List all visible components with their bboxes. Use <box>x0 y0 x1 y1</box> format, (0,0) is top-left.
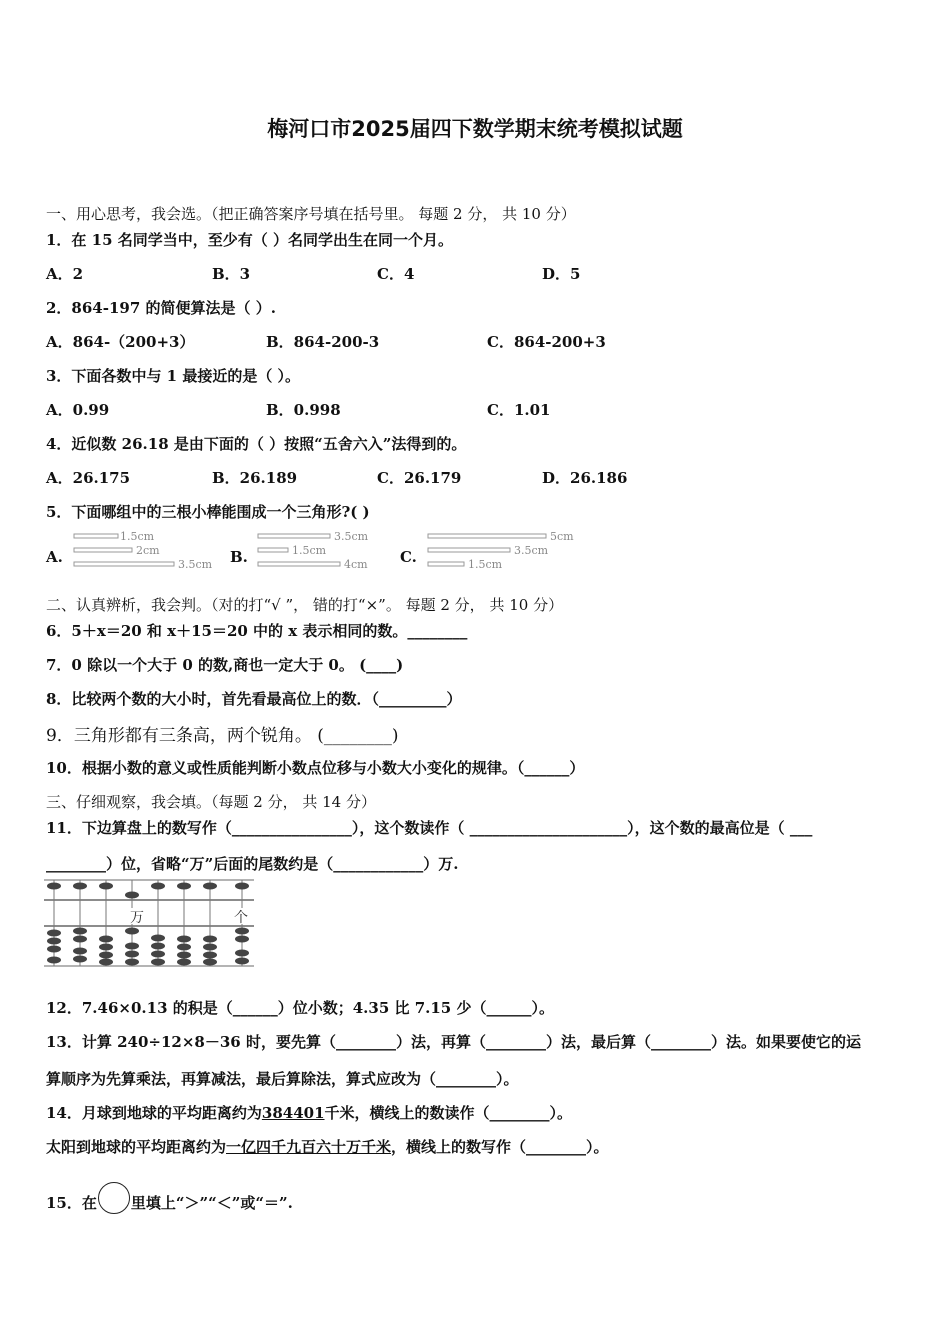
q2-option-a: A．864-（200+3） <box>46 333 195 351</box>
q5-c-stick-1-label: 5cm <box>550 530 574 543</box>
question-9: 9．三角形都有三条高，两个锐角。 (________) <box>46 726 399 746</box>
q5-option-b: B. <box>230 548 248 566</box>
q5-b-stick-1-label: 3.5cm <box>334 530 369 543</box>
q4-option-b: B．26.189 <box>212 469 298 487</box>
q5-c-stick-2-label: 3.5cm <box>514 544 549 557</box>
section-3-header: 三、仔细观察，我会填。（每题 2 分， 共 14 分） <box>46 793 376 811</box>
q2-option-b: B．864-200-3 <box>266 333 380 351</box>
q5-a-stick-1-label: 1.5cm <box>120 530 155 543</box>
q5-a-stick-2-label: 2cm <box>136 544 160 557</box>
question-12: 12．7.46×0.13 的积是（______）位小数；4.35 比 7.15 少（______）。 <box>46 999 554 1017</box>
q5-sticks-b-figure <box>256 530 396 572</box>
q5-a-stick-3-label: 3.5cm <box>178 558 213 571</box>
q1-option-c: C．4 <box>377 265 415 283</box>
q3-option-b: B．0.998 <box>266 401 341 419</box>
q5-option-a: A. <box>46 548 63 566</box>
question-14-line-1 <box>46 1102 572 1123</box>
q3-option-c: C．1.01 <box>487 401 551 419</box>
q5-option-c: C. <box>400 548 417 566</box>
q14-sun-words: 一亿四千九百六十万千米 <box>226 1138 392 1156</box>
q14-moon-number: 384401 <box>261 1104 325 1122</box>
q5-b-stick-2-label: 1.5cm <box>292 544 327 557</box>
q14-moon-suffix: 千米，横线上的数读作（________）。 <box>324 1104 573 1122</box>
section-2-header: 二、认真辨析，我会判。（对的打“√ ”， 错的打“×”。 每题 2 分， 共 10 分） <box>46 596 564 614</box>
q15-suffix: 里填上“＞”“＜”或“＝”. <box>130 1194 293 1212</box>
q5-sticks-a-figure <box>72 530 220 572</box>
q5-sticks-c-figure <box>426 528 586 572</box>
abacus-wan-label: 万 <box>130 910 144 926</box>
q5-b-stick-3-label: 4cm <box>344 558 368 571</box>
abacus-ge-label: 个 <box>234 910 248 926</box>
question-4: 4．近似数 26.18 是由下面的（ ）按照“五舍六入”法得到的。 <box>46 435 467 453</box>
question-2: 2．864-197 的简便算法是（ ）. <box>46 299 276 317</box>
q14-moon-prefix: 14．月球到地球的平均距离约为 <box>46 1104 262 1122</box>
question-11-line-2: ________）位，省略“万”后面的尾数约是（____________）万. <box>46 855 459 873</box>
question-7: 7．0 除以一个大于 0 的数,商也一定大于 0。 (____) <box>46 656 404 674</box>
question-13-line-1: 13．计算 240÷12×8－36 时，要先算（________）法，再算（________）法，最后算（________）法。如果要使它的运 <box>46 1033 861 1051</box>
q14-sun-prefix: 太阳到地球的平均距离约为 <box>46 1138 227 1156</box>
question-15 <box>46 1182 293 1214</box>
question-8: 8．比较两个数的大小时，首先看最高位上的数．（_________） <box>46 690 462 708</box>
abacus-figure <box>44 878 258 970</box>
q1-option-d: D．5 <box>542 265 581 283</box>
q15-prefix: 15．在 <box>46 1194 97 1212</box>
question-11-line-1: 11．下边算盘上的数写作（________________），这个数读作（ _____________________），这个数的最高位是（ ___ <box>46 819 813 837</box>
q2-option-c: C．864-200+3 <box>487 333 606 351</box>
section-1-header: 一、用心思考，我会选。（把正确答案序号填在括号里。 每题 2 分， 共 10 分） <box>46 205 576 223</box>
question-14-line-2 <box>46 1136 609 1157</box>
q1-option-a: A．2 <box>46 265 84 283</box>
question-6: 6．5＋x＝20 和 x＋15＝20 中的 x 表示相同的数。________ <box>46 622 468 640</box>
page-title: 梅河口市2025届四下数学期末统考模拟试题 <box>267 117 683 141</box>
question-1: 1．在 15 名同学当中，至少有（ ）名同学出生在同一个月。 <box>46 231 453 249</box>
q14-sun-suffix: ，横线上的数写作（________）。 <box>391 1138 609 1156</box>
q3-option-a: A．0.99 <box>46 401 110 419</box>
question-3: 3．下面各数中与 1 最接近的是（ ）。 <box>46 367 301 385</box>
q4-option-c: C．26.179 <box>377 469 462 487</box>
q15-circle-icon <box>98 1182 130 1214</box>
q1-option-b: B．3 <box>212 265 251 283</box>
q5-c-stick-3-label: 1.5cm <box>468 558 503 571</box>
question-13-line-2: 算顺序为先算乘法，再算减法，最后算除法，算式应改为（________）。 <box>46 1070 519 1088</box>
question-10: 10．根据小数的意义或性质能判断小数点位移与小数大小变化的规律。（______） <box>46 759 585 777</box>
q4-option-a: A．26.175 <box>46 469 131 487</box>
question-5: 5．下面哪组中的三根小棒能围成一个三角形?( ) <box>46 503 370 521</box>
q4-option-d: D．26.186 <box>542 469 628 487</box>
